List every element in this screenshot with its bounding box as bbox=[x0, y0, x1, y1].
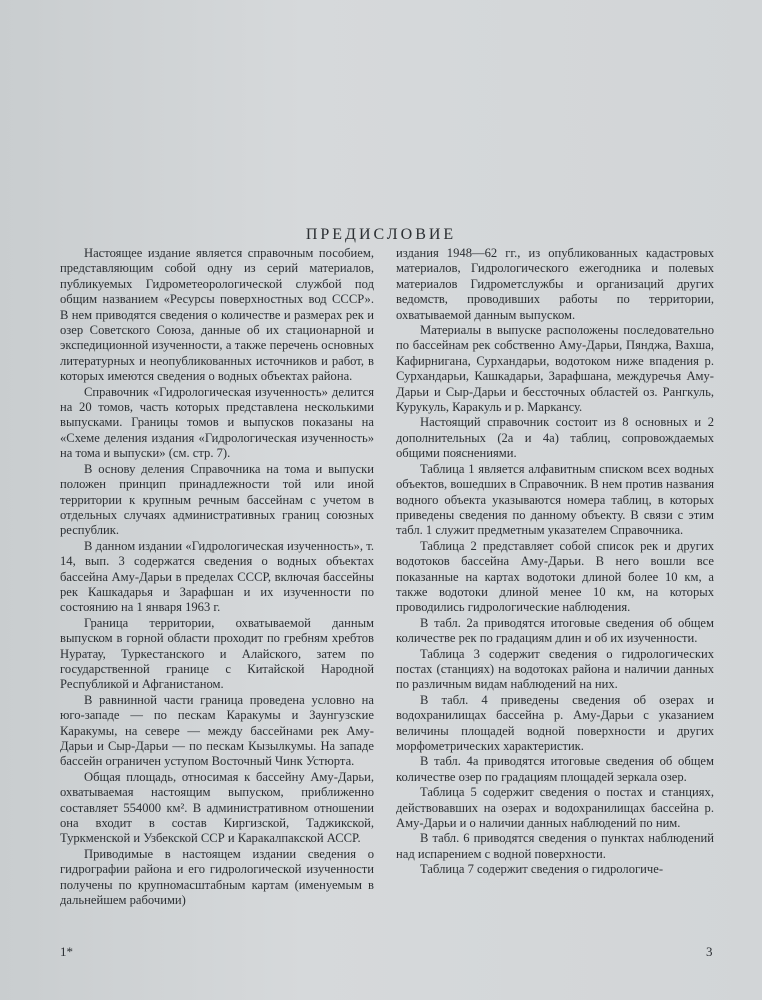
paragraph: В табл. 4а приводятся итоговые сведения об общем количестве озер по градациям площадей зеркала озер. bbox=[396, 754, 714, 784]
paragraph: Таблица 5 содержит сведения о постах и станциях, действовавших на озерах и водохранилищах бассейна р. Аму-Дарьи и о наличии данных наблюдений по ним. bbox=[396, 785, 714, 831]
paragraph: В табл. 6 приводятся сведения о пунктах наблюдений над испарением с водной поверхности. bbox=[396, 831, 714, 861]
paragraph: В табл. 2а приводятся итоговые сведения об общем количестве рек по градациям длин и об их изученности. bbox=[396, 615, 714, 646]
paragraph: В равнинной части граница проведена условно на юго-западе — по пескам Каракумы и Заунгузские Каракумы, на севере — между бассейнами рек Аму-Дарьи и Сыр-Дарьи — по пескам Кызылкумы. На западе бассейн ограничен уступом Восточный Чинк Устюрта. bbox=[60, 692, 374, 769]
paragraph: Таблица 7 содержит сведения о гидрологиче- bbox=[420, 862, 664, 877]
left-column bbox=[60, 246, 374, 908]
page-number: 3 bbox=[706, 944, 713, 959]
paragraph: В данном издании «Гидрологическая изученность», т. 14, вып. 3 содержатся сведения о водных объектах бассейна Аму-Дарьи в пределах СССР, включая бассейны рек Кашкадарья и Зарафшан и их изученности по состоянию на 1 января 1963 г. bbox=[60, 538, 374, 615]
paragraph: Настоящее издание является справочным пособием, представляющим собой одну из серий материалов, публикуемых Гидрометеорологической службой под общим названием «Ресурсы поверхностных вод СССР». В нем приводятся сведения о количестве и размерах рек и озер Советского Союза, данные об их стационарной и экспедиционной изученности, а также перечень основных литературных и неопубликованных источников и работ, в которых имеются сведения о водных объектах района. bbox=[60, 246, 374, 384]
paragraph: Приводимые в настоящем издании сведения о гидрографии района и его гидрологической изученности получены по крупномасштабным картам (именуемым в дальнейшем рабочими) bbox=[60, 846, 374, 908]
right-column bbox=[396, 246, 714, 878]
paragraph: Граница территории, охватываемой данным выпуском в горной области проходит по гребням хребтов Нуратау, Туркестанского и Алайского, затем по государственной границе с Китайской Народной Республикой и Афганистаном. bbox=[60, 615, 374, 692]
paragraph: Общая площадь, относимая к бассейну Аму-Дарьи, охватываемая настоящим выпуском, приближенно составляет 554000 км². В административном отношении она входит в состав Киргизской, Таджикской, Туркменской и Узбекской ССР и Каракалпакской АССР. bbox=[60, 769, 374, 846]
paragraph: Таблица 2 представляет собой список рек и других водотоков бассейна Аму-Дарьи. В него вошли все показанные на картах водотоки длиной более 10 км, а также водотоки длиной менее 10 км, на которых проводились гидрологические наблюдения. bbox=[396, 538, 714, 615]
paragraph: Таблица 1 является алфавитным списком всех водных объектов, вошедших в Справочник. В нем против названия водного объекта указываются номера таблиц, в которых приведены сведения по данному объекту. В связи с этим табл. 1 служит предметным указателем Справочника. bbox=[396, 461, 714, 538]
paragraph: Таблица 3 содержит сведения о гидрологических постах (станциях) на водотоках района и наличии данных по различным видам наблюдений на них. bbox=[396, 646, 714, 692]
paragraph: В табл. 4 приведены сведения об озерах и водохранилищах бассейна р. Аму-Дарьи с указанием величины площадей водной поверхности и других морфометрических характеристик. bbox=[396, 692, 714, 753]
paragraph-continuation: издания 1948—62 гг., из опубликованных кадастровых материалов, Гидрологического ежегодника и полевых материалов Гидрометслужбы и организаций других ведомств, проводивших работы по территории, охватываемой данным выпуском. bbox=[396, 246, 714, 322]
paragraph: В основу деления Справочника на тома и выпуски положен принцип принадлежности той или иной территории к крупным речным бассейнам с учетом в отдельных случаях административных границ союзных республик. bbox=[60, 461, 374, 538]
paragraph: Настоящий справочник состоит из 8 основных и 2 дополнительных (2а и 4а) таблиц, сопровождаемых общими пояснениями. bbox=[396, 415, 714, 461]
signature-mark: 1* bbox=[60, 944, 73, 959]
paragraph: Материалы в выпуске расположены последовательно по бассейнам рек собственно Аму-Дарьи, Пянджа, Вахша, Кафирнигана, Сурхандарьи, водотоком ниже впадения р. Сурхандарьи, Кашкадарьи, Зарафшана, междуречья Аму-Дарьи и Сыр-Дарьи и бессточных областей оз. Рангкуль, Курукуль, Каракуль и р. Маркансу. bbox=[396, 323, 714, 415]
paragraph: Справочник «Гидрологическая изученность» делится на 20 томов, часть которых представлена несколькими выпусками. Границы томов и выпусков показаны на «Схеме деления издания «Гидрологическая изученность» на тома и выпуски» (см. стр. 7). bbox=[60, 384, 374, 461]
page-title: ПРЕДИСЛОВИЕ bbox=[305, 226, 457, 243]
